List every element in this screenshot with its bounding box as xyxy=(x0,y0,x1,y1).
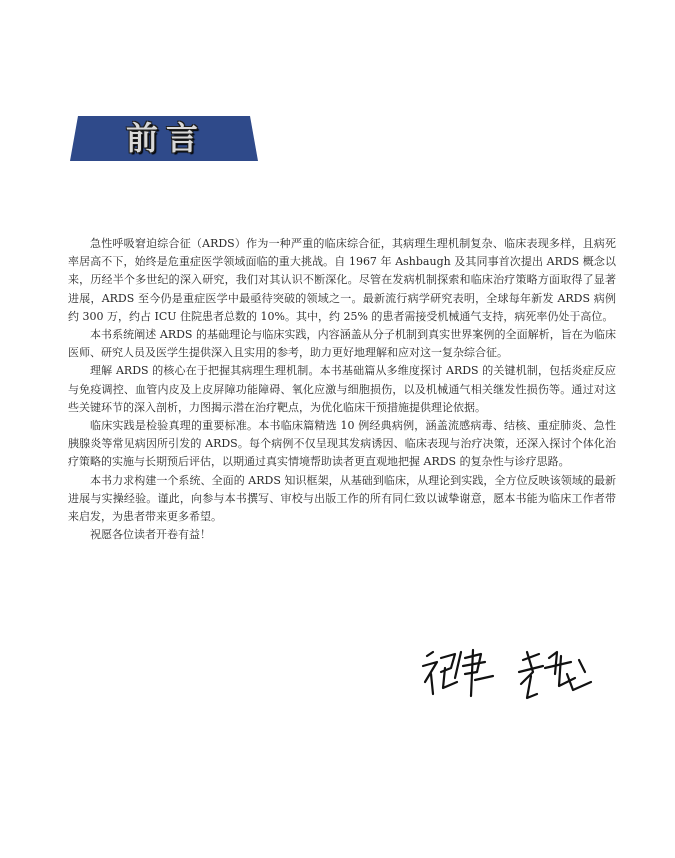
page-title: 前言 xyxy=(126,119,207,157)
handwritten-signatures xyxy=(415,638,615,708)
paragraph-2: 本书系统阐述 ARDS 的基础理论与临床实践，内容涵盖从分子机制到真实世界案例的全面解析，旨在为临床医师、研究人员及医学生提供深入且实用的参考，助力更好地理解和应对这一复杂综合征。 xyxy=(68,328,616,360)
paragraph-1: 急性呼吸窘迫综合征（ARDS）作为一种严重的临床综合征，其病理生理机制复杂、临床表现多样，且病死率居高不下，始终是危重症医学领域面临的重大挑战。自 1967 年 Ashbaugh 及其同事首次提出 ARDS 概念以来，历经半个多世纪的深入研究，我们对其认识不断深化。尽管在发病机制探索和临床治疗策略方面取得了显著进展，ARDS 至今仍是重症医学中最亟待突破的领域之一。最新流行病学研究表明，全球每年新发 ARDS 病例约 300 万，约占 ICU 住院患者总数的 10%。其中，约 25% 的患者需接受机械通气支持，病死率仍处于高位。 xyxy=(68,237,616,323)
paragraph-6: 祝愿各位读者开卷有益！ xyxy=(90,528,211,542)
preface-body xyxy=(68,235,616,544)
paragraph-4: 临床实践是检验真理的重要标准。本书临床篇精选 10 例经典病例，涵盖流感病毒、结核、重症肺炎、急性胰腺炎等常见病因所引发的 ARDS。每个病例不仅呈现其发病诱因、临床表现与治疗决策，还深入探讨个体化治疗策略的实施与长期预后评估，以期通过真实情境帮助读者更直观地把握 ARDS 的复杂性与诊疗思路。 xyxy=(68,419,616,469)
paragraph-3: 理解 ARDS 的核心在于把握其病理生理机制。本书基础篇从多维度探讨 ARDS 的关键机制，包括炎症反应与免疫调控、血管内皮及上皮屏障功能障碍、氧化应激与细胞损伤，以及机械通气相关继发性损伤等。通过对这些关键环节的深入剖析，力图揭示潜在治疗靶点，为优化临床干预措施提供理论依据。 xyxy=(68,364,616,414)
author-signatures xyxy=(415,638,615,708)
paragraph-5: 本书力求构建一个系统、全面的 ARDS 知识框架，从基础到临床，从理论到实践，全方位反映该领域的最新进展与实操经验。谨此，向参与本书撰写、审校与出版工作的所有同仁致以诚挚谢意，愿本书能为临床工作者带来启发，为患者带来更多希望。 xyxy=(68,473,616,524)
heading-banner xyxy=(70,116,258,161)
